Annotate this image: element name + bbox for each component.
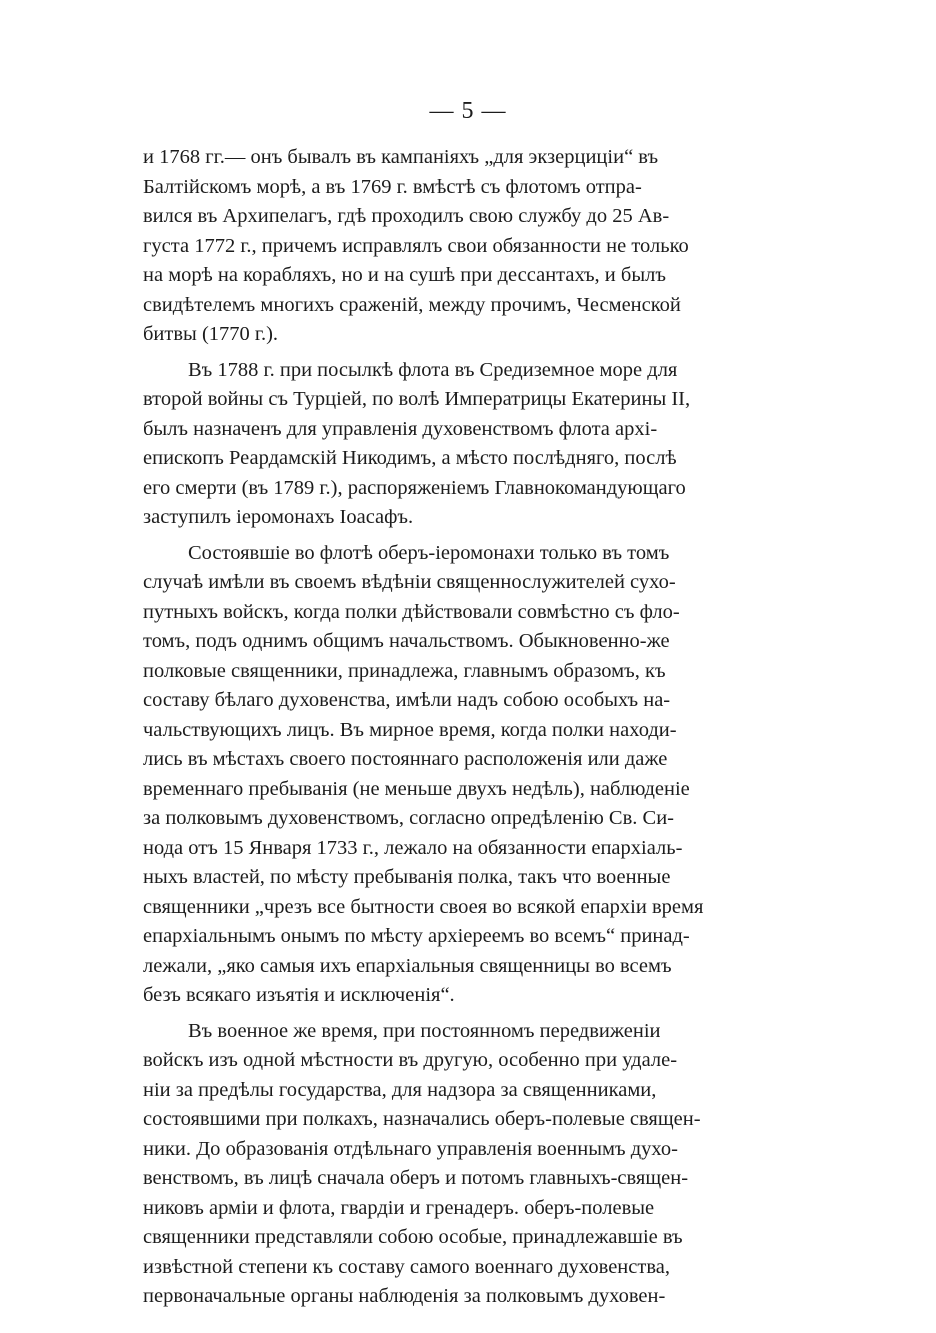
text-line: епархіальнымъ онымъ по мѣсту архіереемъ во всемъ“ принад-	[143, 925, 690, 947]
text-line: лежали, „яко самыя ихъ епархіальныя священницы во всемъ	[143, 954, 672, 977]
text-line: полковые священники, принадлежа, главнымъ образомъ, къ	[143, 659, 666, 682]
text-line: первоначальные органы наблюденія за полковымъ духовен-	[143, 1285, 666, 1307]
text-line: ніи за предѣлы государства, для надзора за священниками,	[143, 1078, 657, 1101]
text-line: состоявшими при полкахъ, назначались оберъ-полевые священ-	[143, 1108, 701, 1130]
text-line: свидѣтелемъ многихъ сраженій, между прочимъ, Чесменской	[143, 293, 681, 316]
text-line: томъ, подъ однимъ общимъ начальствомъ. Обыкновенно-же	[143, 630, 670, 652]
text-line: ники. До образованія отдѣльнаго управленія военнымъ духо-	[143, 1137, 678, 1160]
text-line: нода отъ 15 Января 1733 г., лежало на обязанности епархіаль-	[143, 836, 683, 859]
text-line: никовъ арміи и флота, гвардіи и гренадеръ. оберъ-полевые	[143, 1196, 655, 1219]
text-line: случаѣ имѣли въ своемъ вѣдѣніи священнослужителей сухо-	[143, 571, 676, 593]
text-line: густа 1772 г., причемъ исправлялъ свои обязанности не только	[143, 234, 689, 257]
text-line: составу бѣлаго духовенства, имѣли надъ собою особыхъ на-	[143, 689, 671, 711]
text-line: второй войны съ Турціей, по волѣ Императрицы Екатерины II,	[143, 388, 691, 410]
text-line: священники „чрезъ все бытности своея во всякой епархіи время	[143, 895, 704, 918]
text-line: ныхъ властей, по мѣсту пребыванія полка, такъ что военные	[143, 866, 671, 888]
text-line: былъ назначенъ для управленія духовенствомъ флота архі-	[143, 417, 658, 440]
text-body	[143, 143, 795, 1312]
text-line: и 1768 гг.— онъ бывалъ въ кампаніяхъ „для экзерциціи“ въ	[143, 146, 659, 168]
text-line: чальствующихъ лицъ. Въ мирное время, когда полки находи-	[143, 718, 677, 741]
text-line: временнаго пребыванія (не меньше двухъ недѣль), наблюденіе	[143, 777, 690, 800]
page-number: — 5 —	[429, 98, 507, 124]
text-line: венствомъ, въ лицѣ сначала оберъ и потомъ главныхъ-священ-	[143, 1167, 689, 1189]
text-line: Въ 1788 г. при посылкѣ флота въ Средиземное море для	[188, 358, 678, 381]
text-line: войскъ изъ одной мѣстности въ другую, особенно при удале-	[143, 1049, 678, 1071]
text-line: Въ военное же время, при постоянномъ передвиженіи	[188, 1019, 661, 1042]
text-line: вился въ Архипелагъ, гдѣ проходилъ свою службу до 25 Ав-	[143, 205, 670, 227]
text-line: за полковымъ духовенствомъ, согласно опредѣленію Св. Си-	[143, 807, 674, 829]
text-line: заступилъ іеромонахъ Іоасафъ.	[143, 506, 414, 528]
text-line: битвы (1770 г.).	[143, 323, 279, 345]
text-line: епископъ Реардамскій Никодимъ, а мѣсто послѣдняго, послѣ	[143, 447, 677, 469]
text-line: на морѣ на корабляхъ, но и на сушѣ при дессантахъ, и былъ	[143, 264, 666, 286]
text-line: безъ всякаго изъятія и исключенія“.	[143, 984, 455, 1006]
text-line: лись въ мѣстахъ своего постояннаго расположенія или даже	[143, 748, 668, 770]
text-line: Состоявшіе во флотѣ оберъ-іеромонахи только въ томъ	[188, 541, 670, 564]
text-line: священники представляли собою особые, принадлежавшіе въ	[143, 1226, 683, 1248]
text-line: извѣстной степени къ составу самого военнаго духовенства,	[143, 1255, 670, 1278]
text-line: Балтійскомъ морѣ, а въ 1769 г. вмѣстѣ съ флотомъ отпра-	[143, 175, 642, 198]
text-line: путныхъ войскъ, когда полки дѣйствовали совмѣстно съ фло-	[143, 600, 680, 623]
text-line: его смерти (въ 1789 г.), распоряженіемъ Главнокомандующаго	[143, 476, 686, 499]
